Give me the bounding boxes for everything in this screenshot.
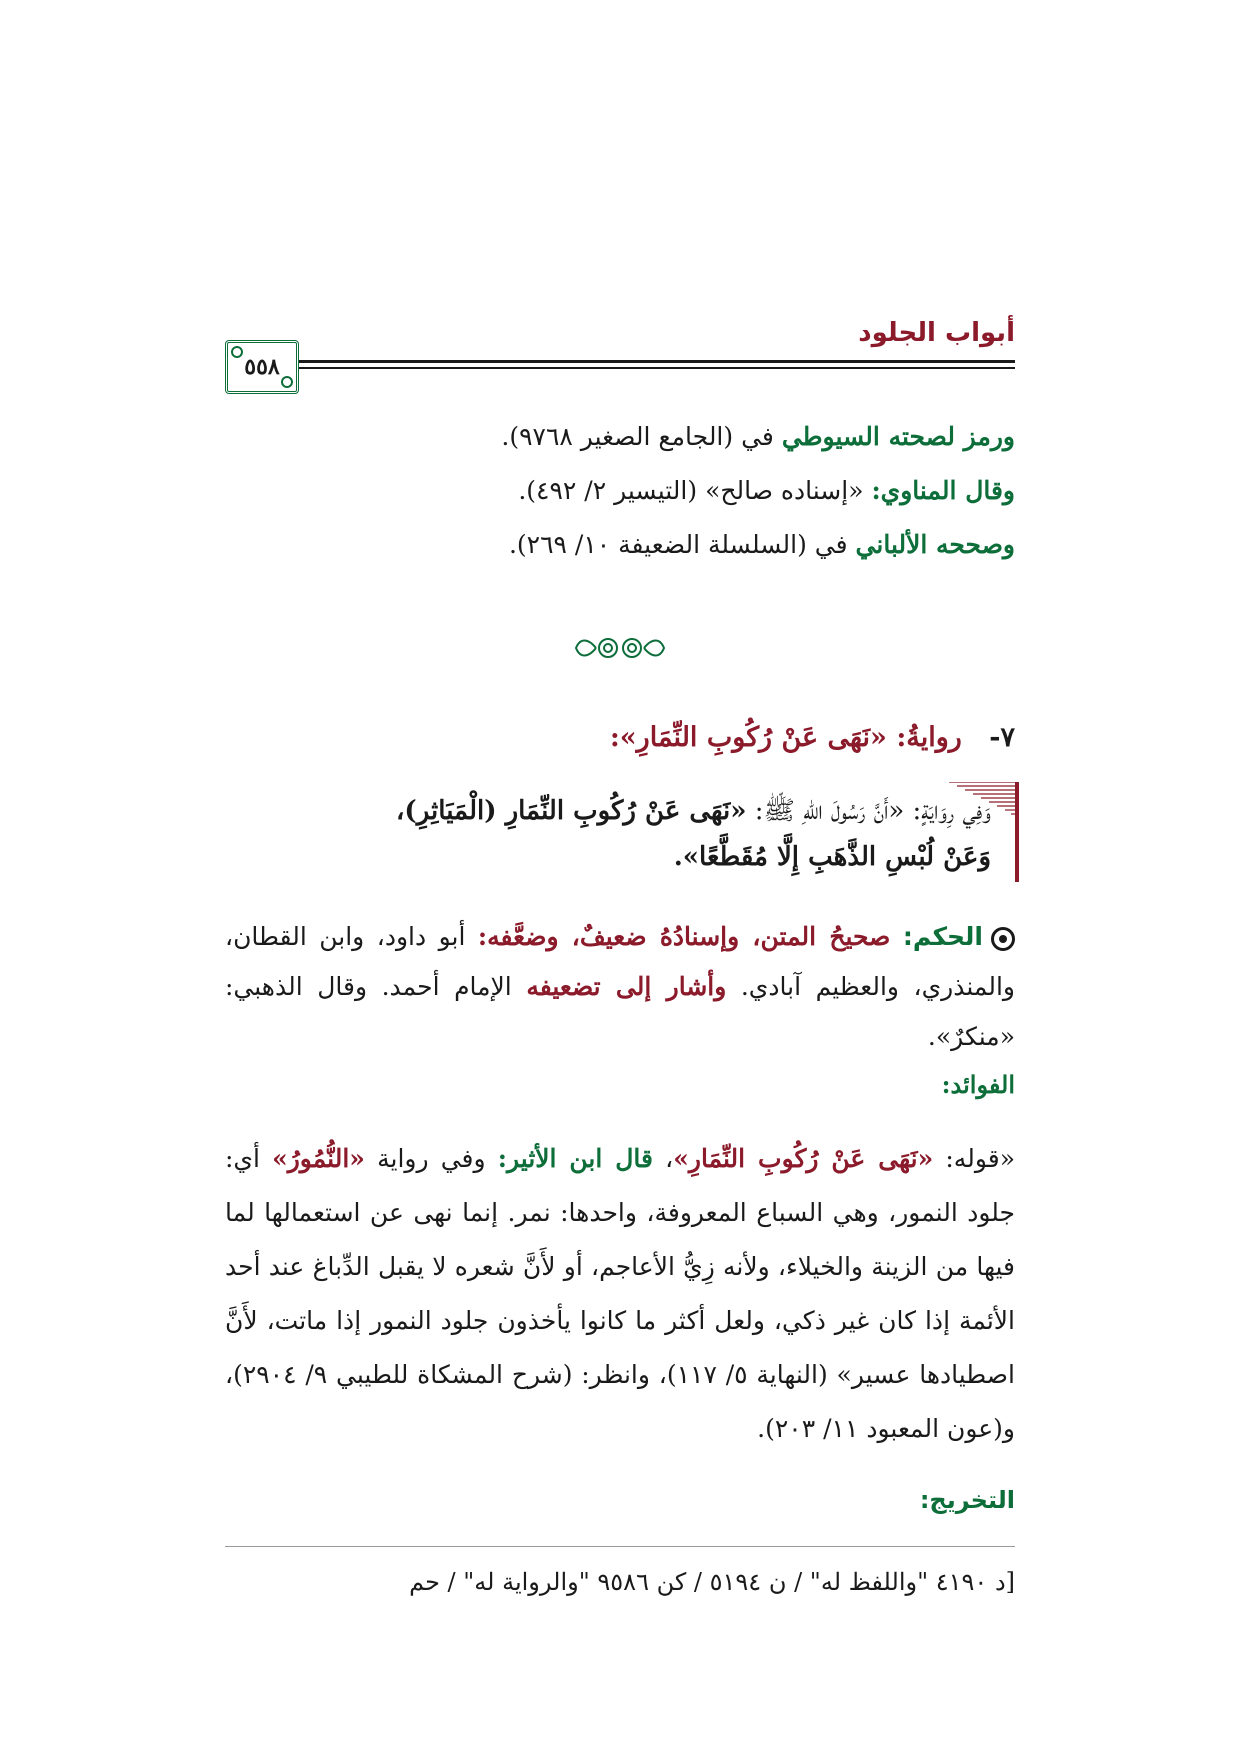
fawaid-heading: الفوائد: (941, 1070, 1015, 1099)
section-number: ٧- (989, 722, 1015, 753)
intro-highlight: ورمز لصحته السيوطي (781, 422, 1015, 451)
intro-highlight: وقال المناوي: (871, 476, 1015, 505)
intro-line (225, 518, 1015, 572)
header-rule-thin (225, 367, 1015, 369)
section-label: روايةُ: (896, 722, 962, 753)
running-title: أبواب الجلود (858, 318, 1015, 348)
intro-highlight: وصححه الألباني (855, 530, 1015, 559)
hadith-main: «نَهَى عَنْ رُكُوبِ النِّمَارِ (505, 796, 747, 826)
benefits-text: وفي رواية (364, 1144, 498, 1173)
page-number-badge (225, 340, 299, 394)
benefits-quote: «نَهَى عَنْ رُكُوبِ النِّمَارِ» (673, 1144, 934, 1173)
intro-line (225, 464, 1015, 518)
hukm-block (225, 912, 1015, 1062)
hukm-text-2: الإمام أحمد. وقال الذهبي: «منكرٌ». (225, 972, 1015, 1051)
hadith-paren: (الْمَيَاثِرِ)، (396, 796, 506, 826)
benefits-term: «النُّمُورُ» (272, 1144, 365, 1173)
benefits-block (225, 1132, 1015, 1456)
seal-icon (991, 927, 1015, 951)
benefits-body: أي: جلود النمور، وهي السباع المعروفة، واحدها: نمر. إنما نهى عن استعمالها لما فيها من الزينة والخيلاء، ولأنه زِيُّ الأعاجم، أو لأَنَّ شعره لا يقبل الدِّباغ عند أحد الأئمة إذا كان غير ذكي، ولعل أكثر ما كانوا يأخذون جلود النمور إذا ماتت، لأَنَّ اصطيادها عسير» (النهاية ٥/ ١١٧)، وانظر: (شرح المشكاة للطيبي ٩/ ٢٩٠٤)، و(عون المعبود ١١/ ٢٠٣). (225, 1144, 1015, 1443)
takhrij-heading: التخريج: (919, 1486, 1015, 1514)
floral-ornament-icon (570, 632, 670, 664)
intro-text: في (الجامع الصغير ٩٧٦٨). (501, 422, 782, 451)
takhrij-text: [د ٤١٩٠ "واللفظ له" / ن ٥١٩٤ / كن ٩٥٨٦ "والرواية له" / حم (409, 1568, 1015, 1596)
benefits-source: قال ابن الأثير: (497, 1144, 653, 1173)
intro-text: «إسناده صالح» (التيسير ٢/ ٤٩٢). (518, 476, 872, 505)
intro-text: في (السلسلة الضعيفة ١٠/ ٢٦٩). (508, 530, 856, 559)
page-header (225, 318, 1015, 398)
section-heading (225, 722, 1015, 753)
benefits-open: «قوله: (933, 1144, 1015, 1173)
hukm-label: الحكم: (902, 922, 983, 951)
intro-line (225, 410, 1015, 464)
hukm-verdict: صحيحُ المتن، وإسنادُهُ ضعيفٌ، وضعَّفه: (477, 922, 891, 951)
hadith-box (225, 782, 1019, 882)
hukm-text: أبو داود، وابن القطان، والمنذري، والعظيم آبادي. (225, 922, 1015, 1001)
header-rule (225, 360, 1015, 363)
page-number: ٥٥٨ (244, 354, 280, 380)
divider (225, 1546, 1015, 1547)
hadith-line2: وَعَنْ لُبْسِ الذَّهَبِ إِلَّا مُقَطَّعًا». (673, 842, 991, 872)
hadith-prefix: وَفِي رِوَايَةٍ: «أَنَّ رَسُولَ اللهِ ﷺ: (746, 796, 991, 826)
hukm-highlight: وأشار إلى تضعيفه (526, 972, 727, 1001)
benefits-sep: ، (653, 1144, 674, 1173)
intro-block (225, 410, 1015, 572)
hadith-text (225, 788, 991, 880)
section-title: «نَهَى عَنْ رُكُوبِ النِّمَارِ»: (609, 722, 887, 753)
